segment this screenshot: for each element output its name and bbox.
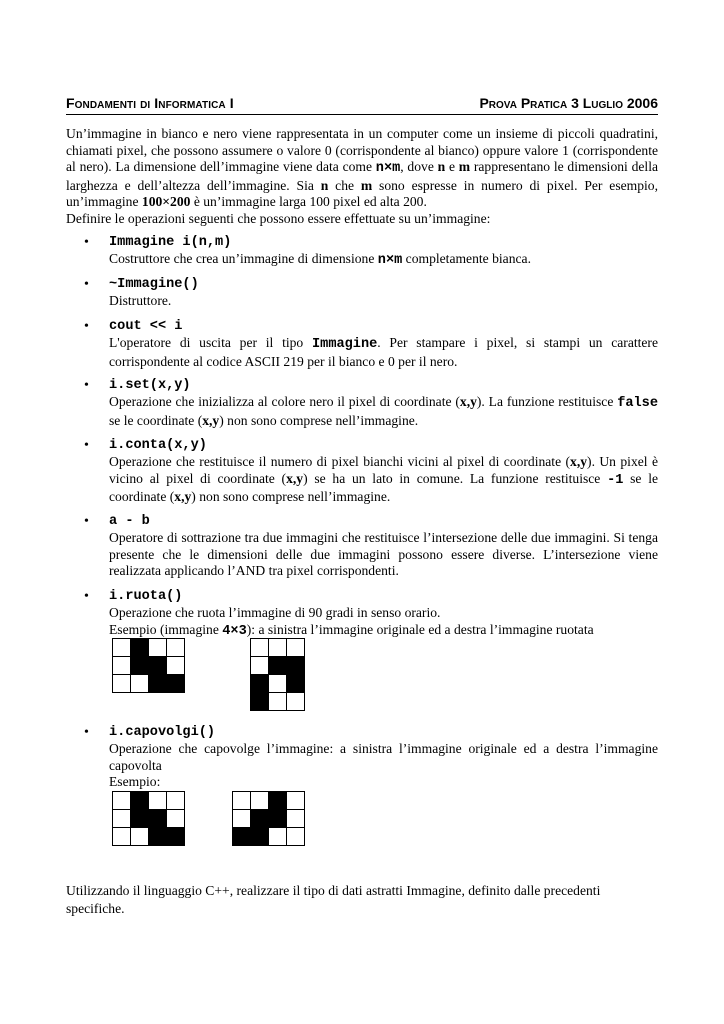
operation-description: Operatore di sottrazione tra due immagini che restituisce l’intersezione delle due immagini. Si tenga presente che le dimensioni delle due immagini possono essere diverse. L’intersezione viene realizzata applicando l’AND tra pixel corrispondenti. [109,530,658,579]
pixel-black [251,810,269,828]
operation-description: Operazione che restituisce il numero di pixel bianchi vicini al pixel di coordinate (x,y). Un pixel è vicino al pixel di coordinate (x,y) se ha un lato in comune. La funzione restituisce -1 se le coordinate (x,y) non sono comprese nell’immagine. [109,454,659,505]
pixel-row [251,693,305,711]
bullet: • [84,589,89,604]
operation-code: Immagine i(n,m) [109,235,232,250]
pixel-white [233,792,251,810]
operation-code: ~Immagine() [109,277,199,292]
pixel-black [149,657,167,675]
closing-instructions: Utilizzando il linguaggio C++, realizzare il tipo di dati astratti Immagine, definito dalle precedenti specifiche. [66,883,601,916]
bullet: • [84,725,89,740]
operation-code: i.capovolgi() [109,725,216,740]
pixel-white [167,792,185,810]
operation-description: L'operatore di uscita per il tipo Immagine. Per stampare i pixel, si stampi un carattere corrispondente al codice ASCII 219 per il bianco e 0 per il nero. [109,335,658,369]
pixel-white [113,657,131,675]
flip-result-image [232,791,305,846]
pixel-white [287,693,305,711]
operation-description: Costruttore che crea un’immagine di dimensione n×m completamente bianca. [109,251,531,268]
pixel-black [131,810,149,828]
operation-description: Operazione che inizializza al colore nero il pixel di coordinate (x,y). La funzione restituisce false se le coordinate (x,y) non sono comprese nell’immagine. [109,394,658,428]
pixel-white [269,828,287,846]
pixel-black [131,792,149,810]
exam-title: Prova Pratica 3 Luglio 2006 [479,95,658,111]
pixel-black [251,675,269,693]
pixel-white [167,639,185,657]
operation-description: Operazione che capovolge l’immagine: a sinistra l’immagine originale ed a destra l’immagine capovolta Esempio: [109,741,658,790]
pixel-white [251,639,269,657]
pixel-black [167,828,185,846]
pixel-black [149,675,167,693]
pixel-black [149,810,167,828]
pixel-black [149,828,167,846]
pixel-row [251,675,305,693]
pixel-white [113,675,131,693]
course-title: Fondamenti di Informatica I [66,95,234,111]
pixel-white [287,792,305,810]
pixel-white [113,828,131,846]
pixel-white [251,657,269,675]
pixel-white [167,657,185,675]
pixel-black [131,657,149,675]
pixel-white [167,810,185,828]
operation-code: i.ruota() [109,589,183,604]
pixel-white [149,639,167,657]
operation-description: Distruttore. [109,293,172,308]
pixel-white [269,639,287,657]
pixel-white [113,792,131,810]
bullet: • [84,235,89,250]
operation-code: i.set(x,y) [109,378,191,393]
pixel-black [269,657,287,675]
operation-code: a - b [109,514,150,529]
flip-original-image [112,791,185,846]
bullet: • [84,378,89,393]
pixel-row [113,675,185,693]
pixel-black [269,810,287,828]
pixel-white [113,639,131,657]
rotate-result-image [250,638,305,711]
pixel-row [251,639,305,657]
pixel-black [287,675,305,693]
pixel-white [149,792,167,810]
pixel-row [113,639,185,657]
pixel-black [287,657,305,675]
pixel-row [233,792,305,810]
intro-paragraph: Un’immagine in bianco e nero viene rappresentata in un computer come un insieme di piccoli quadratini, chiamati pixel, che possono assumere o valore 0 (corrispondente al bianco) oppure valore 1 (corrispondente al nero). La dimensione dell’immagine viene data come n×m, dove n e m rappresentano le dimensioni della larghezza e dell’altezza dell’immagine. Sia n che m sono espresse in numero di pixel. Per esempio, un’immagine 100×200 è un’immagine larga 100 pixel ed alta 200. [66,126,659,210]
pixel-white [131,828,149,846]
pixel-row [113,792,185,810]
pixel-black [233,828,251,846]
page-header [66,92,658,115]
pixel-white [287,828,305,846]
pixel-white [287,810,305,828]
operation-description: Operazione che ruota l’immagine di 90 gradi in senso orario. Esempio (immagine 4×3): a sinistra l’immagine originale ed a destra l’immagine ruotata [109,605,594,639]
pixel-white [269,693,287,711]
pixel-black [251,693,269,711]
pixel-row [113,657,185,675]
bullet: • [84,277,89,292]
bullet: • [84,319,89,334]
pixel-black [131,639,149,657]
rotate-original-image [112,638,185,693]
pixel-row [113,810,185,828]
pixel-white [131,675,149,693]
pixel-row [113,828,185,846]
bullet: • [84,514,89,529]
pixel-black [167,675,185,693]
pixel-white [233,810,251,828]
pixel-white [269,675,287,693]
pixel-black [269,792,287,810]
operation-code: cout << i [109,319,183,334]
pixel-white [251,792,269,810]
intro-operations-line: Definire le operazioni seguenti che possono essere effettuate su un’immagine: [66,210,491,226]
intro [66,126,658,228]
bullet: • [84,438,89,453]
operation-code: i.conta(x,y) [109,438,207,453]
pixel-row [251,657,305,675]
pixel-row [233,810,305,828]
pixel-row [233,828,305,846]
pixel-white [287,639,305,657]
pixel-black [251,828,269,846]
pixel-white [113,810,131,828]
